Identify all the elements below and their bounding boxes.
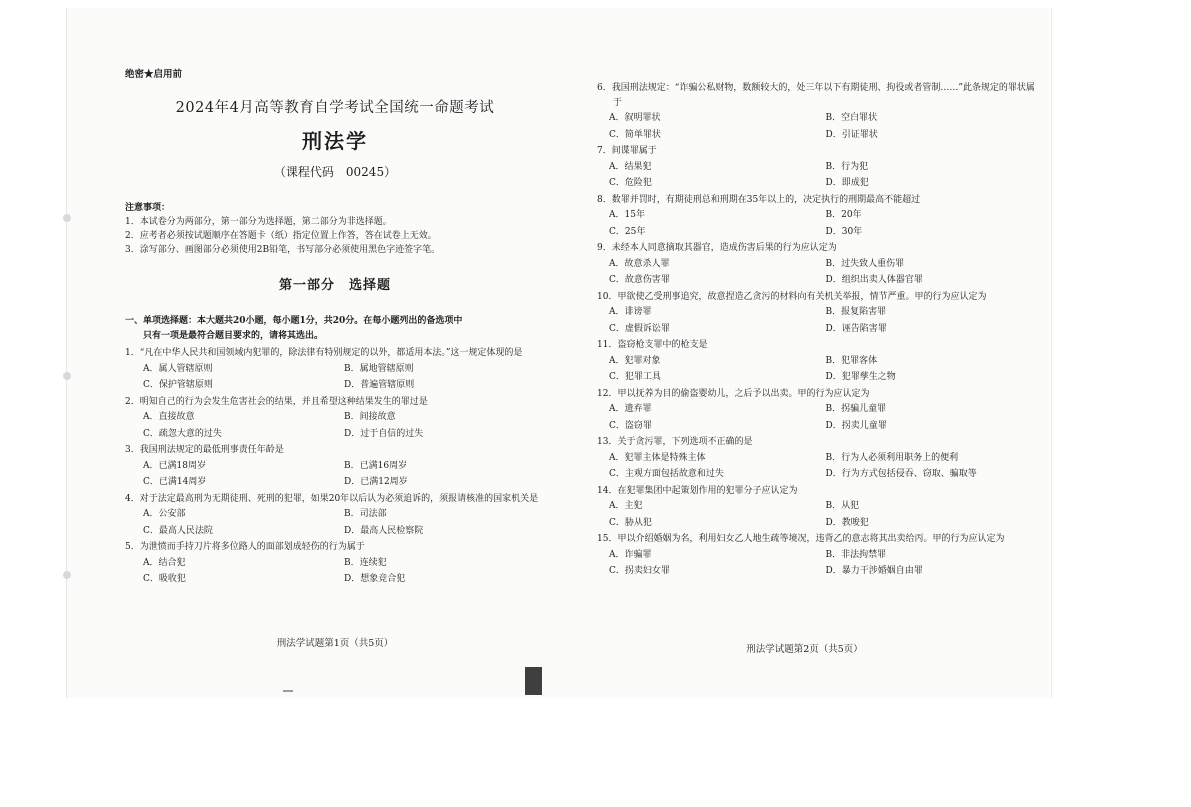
answer-options	[125, 409, 545, 442]
question-list	[125, 346, 545, 589]
question-item	[597, 241, 1042, 289]
answer-option: C．危险犯	[609, 178, 652, 188]
answer-option: D．诬告陷害罪	[825, 323, 887, 334]
answer-option: A．属人管辖原则	[143, 363, 213, 374]
answer-option: A．遗弃罪	[609, 404, 652, 414]
answer-option: A．诽谤罪	[609, 307, 652, 317]
question-item	[597, 532, 1042, 580]
question-item	[597, 81, 1042, 143]
answer-option: A．公安部	[143, 509, 186, 519]
answer-options	[597, 547, 1042, 580]
answer-option: C．胁从犯	[609, 517, 652, 528]
answer-options	[125, 361, 545, 394]
answer-option: B．从犯	[825, 501, 860, 511]
answer-option: D．教唆犯	[825, 517, 869, 528]
answer-option: B．行为人必须利用职务上的便利	[825, 452, 959, 463]
page-footer: 刑法学试题第1页（共5页）	[276, 638, 394, 649]
answer-options	[125, 555, 545, 588]
question-item	[125, 346, 545, 394]
answer-option: D．拐卖儿童罪	[825, 420, 887, 431]
answer-option: B．连续犯	[344, 557, 387, 568]
subject-title: 刑法学	[302, 129, 368, 153]
answer-options	[597, 256, 1042, 289]
answer-options	[597, 401, 1042, 434]
question-stem: 13．关于贪污罪，下列选项不正确的是	[597, 437, 753, 447]
question-stem: 12．甲以抚养为目的偷盗婴幼儿，之后予以出卖。甲的行为应认定为	[597, 388, 870, 399]
question-item	[125, 443, 545, 491]
answer-option: C．犯罪工具	[609, 372, 661, 382]
answer-option: B．20年	[825, 210, 862, 220]
instruction-line: 一、单项选择题：本大题共20小题，每小题1分，共20分。在每小题列出的备选项中	[125, 316, 463, 326]
answer-option: B．过失致人重伤罪	[825, 258, 905, 269]
answer-option: D．犯罪孳生之物	[825, 372, 896, 382]
answer-options	[125, 506, 545, 539]
scan-marker	[525, 667, 542, 695]
scan-artifact	[283, 690, 293, 692]
question-item	[597, 338, 1042, 386]
question-item	[125, 492, 545, 540]
question-item	[125, 540, 545, 588]
answer-option: B．拐骗儿童罪	[825, 404, 887, 414]
exam-title: 2024年4月高等教育自学考试全国统一命题考试	[175, 100, 495, 116]
answer-option: B．空白罪状	[825, 113, 878, 123]
section-instructions	[125, 314, 550, 343]
answer-option: C．25年	[609, 226, 646, 237]
note-item: 1．本试卷分为两部分，第一部分为选择题，第二部分为非选择题。	[125, 217, 392, 227]
answer-option: C．拐卖妇女罪	[609, 566, 670, 576]
question-stem: 7．间谍罪属于	[597, 146, 657, 156]
page-footer: 刑法学试题第2页（共5页）	[746, 644, 863, 655]
course-code: （课程代码 00245）	[273, 165, 397, 179]
answer-option: B．司法部	[344, 509, 387, 519]
answer-option: A．已满18周岁	[143, 460, 206, 471]
answer-option: C．疏忽大意的过失	[143, 428, 222, 439]
exam-sheet	[66, 8, 1052, 698]
answer-option: C．虚假诉讼罪	[609, 323, 670, 334]
answer-option: B．属地管辖原则	[344, 363, 414, 374]
answer-option: D．已满12周岁	[344, 477, 408, 487]
question-stem: 6．我国刑法规定：“诈骗公私财物，数额较大的，处三年以下有期徒刑、拘役或者管制……”此条规定的罪状属于	[597, 83, 1035, 108]
answer-options	[597, 110, 1042, 143]
answer-option: D．暴力干涉婚姻自由罪	[825, 566, 923, 576]
answer-option: C．简单罪状	[609, 129, 661, 140]
question-stem: 3．我国刑法规定的最低刑事责任年龄是	[125, 445, 284, 455]
answer-option: D．引证罪状	[825, 129, 878, 140]
answer-options	[597, 450, 1042, 483]
question-item	[597, 435, 1042, 483]
question-item	[597, 290, 1042, 338]
answer-option: A．直接故意	[143, 412, 195, 422]
answer-option: A．结合犯	[143, 557, 186, 568]
note-item: 2．应考者必须按试题顺序在答题卡（纸）指定位置上作答，答在试卷上无效。	[125, 231, 437, 241]
question-stem: 15．甲以介绍婚姻为名，利用妇女乙人地生疏等境况，违背乙的意志将其出卖给丙。甲的行为应认定为	[597, 534, 1005, 544]
question-stem: 5．为泄愤而手持刀片将多位路人的面部划成轻伤的行为属于	[125, 542, 365, 552]
answer-option: A．结果犯	[609, 161, 652, 172]
answer-option: C．故意伤害罪	[609, 275, 670, 285]
exam-page-1	[125, 8, 545, 698]
answer-option: C．最高人民法院	[143, 525, 213, 536]
question-stem: 4．对于法定最高刑为无期徒刑、死刑的犯罪，如果20年以后认为必须追诉的，须报请核准的国家机关是	[125, 493, 539, 504]
answer-option: C．主观方面包括故意和过失	[609, 469, 724, 479]
answer-option: A．故意杀人罪	[609, 258, 670, 269]
question-item	[597, 144, 1042, 192]
answer-option: C．吸收犯	[143, 574, 186, 584]
answer-options	[597, 498, 1042, 531]
answer-option: B．报复陷害罪	[825, 307, 887, 317]
exam-page-2	[597, 8, 1042, 698]
question-stem: 9．未经本人同意摘取其器官，造成伤害后果的行为应认定为	[597, 243, 837, 253]
answer-option: D．组织出卖人体器官罪	[825, 275, 923, 285]
notes-heading: 注意事项：	[125, 203, 171, 213]
answer-options	[597, 353, 1042, 386]
answer-options	[125, 458, 545, 491]
question-item	[597, 193, 1042, 241]
question-item	[597, 387, 1042, 435]
answer-option: A．叙明罪状	[609, 113, 661, 123]
answer-option: A．诈骗罪	[609, 549, 652, 560]
note-item: 3．涂写部分、画图部分必须使用2B铅笔，书写部分必须使用黑色字迹签字笔。	[125, 245, 441, 255]
answer-option: D．普遍管辖原则	[344, 380, 415, 390]
answer-option: A．犯罪主体是特殊主体	[609, 452, 706, 463]
answer-option: D．过于自信的过失	[344, 428, 424, 439]
question-stem: 11．盗窃枪支罪中的枪支是	[597, 340, 708, 350]
answer-options	[597, 207, 1042, 240]
question-list	[597, 81, 1042, 581]
binding-hole	[63, 214, 71, 222]
question-item	[597, 484, 1042, 532]
answer-option: B．间接故意	[344, 412, 396, 422]
section-title: 第一部分 选择题	[278, 278, 391, 293]
question-stem: 14．在犯罪集团中起策划作用的犯罪分子应认定为	[597, 485, 798, 496]
answer-option: C．盗窃罪	[609, 420, 652, 431]
answer-option: A．犯罪对象	[609, 355, 661, 366]
answer-option: C．已满14周岁	[143, 477, 207, 487]
answer-option: D．最高人民检察院	[344, 525, 424, 536]
answer-option: B．已满16周岁	[344, 460, 408, 471]
answer-option: A．主犯	[609, 501, 643, 511]
question-stem: 10．甲欲使乙受刑事追究，故意捏造乙贪污的材料向有关机关举报，情节严重。甲的行为应认定为	[597, 291, 987, 302]
instruction-line: 只有一项是最符合题目要求的，请将其选出。	[143, 330, 324, 341]
answer-option: D．即成犯	[825, 178, 869, 188]
answer-option: A．15年	[609, 210, 645, 220]
confidential-label: 绝密★启用前	[125, 69, 183, 80]
answer-options	[597, 159, 1042, 192]
question-stem: 2．明知自己的行为会发生危害社会的结果，并且希望这种结果发生的罪过是	[125, 396, 428, 407]
binding-hole	[63, 372, 71, 380]
answer-option: C．保护管辖原则	[143, 380, 213, 390]
notes-block	[125, 201, 545, 257]
binding-hole	[63, 571, 71, 579]
question-stem: 8．数罪并罚时，有期徒刑总和刑期在35年以上的，决定执行的刑期最高不能超过	[597, 194, 921, 205]
question-item	[125, 395, 545, 443]
answer-option: B．犯罪客体	[825, 355, 878, 366]
answer-option: D．想象竞合犯	[344, 574, 406, 584]
question-stem: 1．“凡在中华人民共和国领域内犯罪的，除法律有特别规定的以外，都适用本法。”这一规定体现的是	[125, 348, 523, 358]
answer-option: D．30年	[825, 226, 863, 237]
answer-options	[597, 304, 1042, 337]
answer-option: B．非法拘禁罪	[825, 549, 887, 560]
answer-option: D．行为方式包括侵吞、窃取、骗取等	[825, 469, 977, 479]
answer-option: B．行为犯	[825, 161, 869, 172]
